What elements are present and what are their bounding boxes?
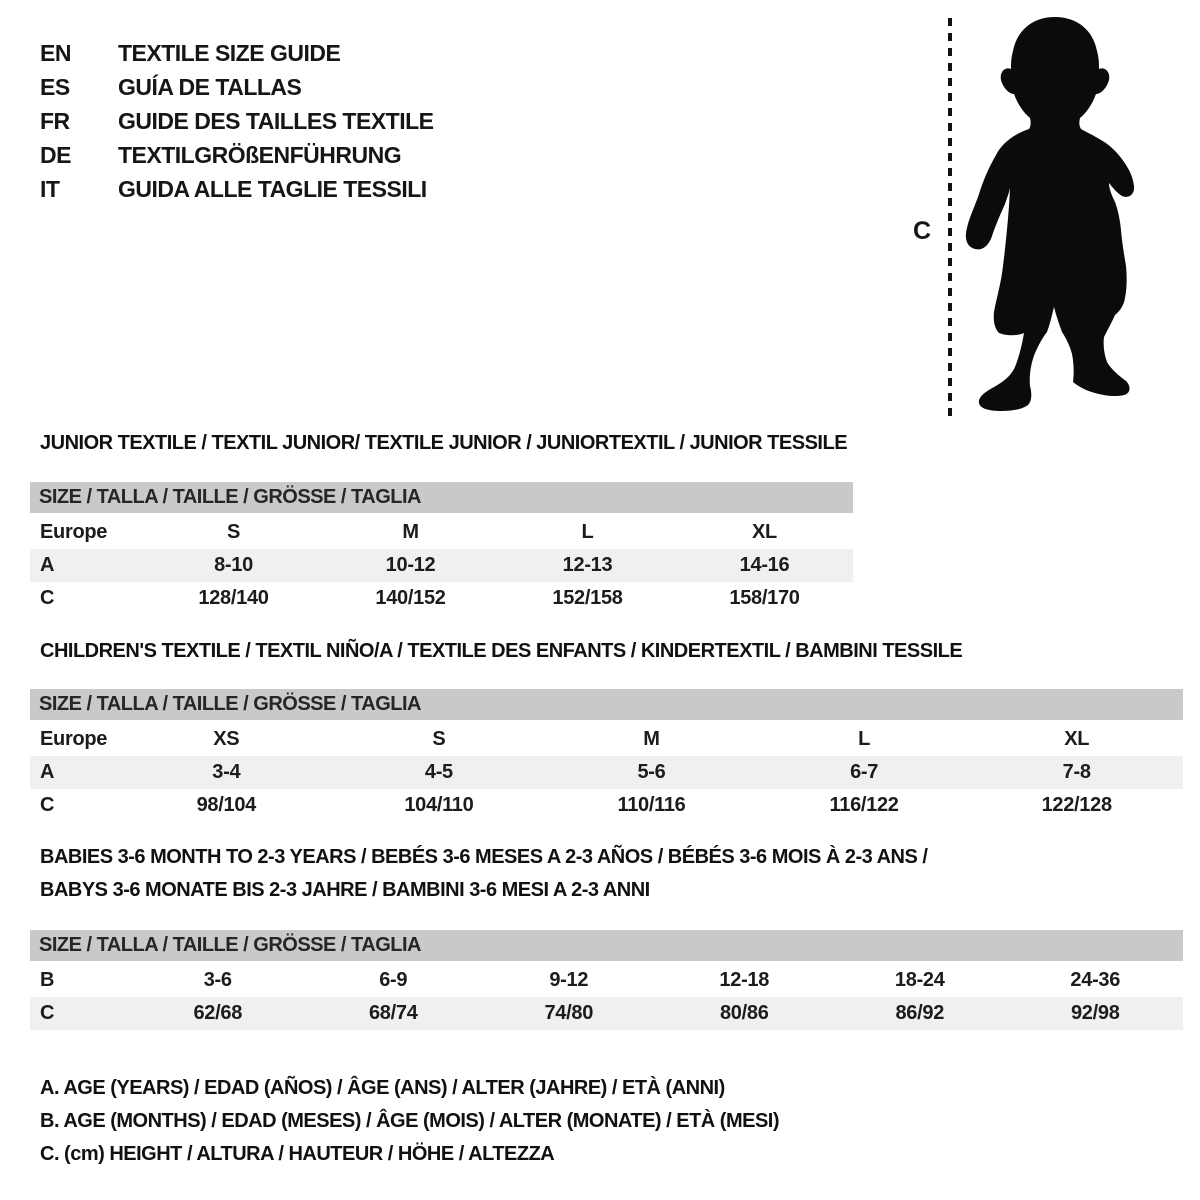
footnote-line: B. AGE (MONTHS) / EDAD (MESES) / ÂGE (MOIS) / ALTER (MONATE) / ETÀ (MESI) bbox=[40, 1110, 780, 1132]
size-cell: 80/86 bbox=[719, 1002, 769, 1024]
size-cell: 4-5 bbox=[424, 761, 453, 783]
table-row bbox=[30, 964, 1183, 997]
table-row bbox=[30, 997, 1183, 1030]
size-cell: XL bbox=[752, 521, 777, 543]
row-label: B bbox=[40, 969, 55, 991]
language-code: EN bbox=[40, 40, 71, 66]
language-guide-title: TEXTILE SIZE GUIDE bbox=[118, 40, 341, 66]
size-cell: 14-16 bbox=[739, 554, 790, 576]
size-cell: 74/80 bbox=[544, 1002, 594, 1024]
size-cell: L bbox=[858, 728, 871, 750]
size-cell: XL bbox=[1064, 728, 1090, 750]
size-cell: 68/74 bbox=[368, 1002, 418, 1024]
size-cell: 3-4 bbox=[212, 761, 241, 783]
size-cell: 7-8 bbox=[1062, 761, 1091, 783]
size-cell: 12-18 bbox=[719, 969, 770, 991]
size-cell: S bbox=[226, 521, 241, 543]
row-label: A bbox=[40, 554, 55, 576]
table-row bbox=[30, 723, 1183, 756]
section-title-junior: JUNIOR TEXTILE / TEXTIL JUNIOR/ TEXTILE JUNIOR / JUNIORTEXTIL / JUNIOR TESSILE bbox=[40, 432, 848, 454]
table-row bbox=[30, 516, 853, 549]
size-cell: 9-12 bbox=[549, 969, 589, 991]
size-cell: 140/152 bbox=[375, 587, 446, 609]
size-cell: 18-24 bbox=[894, 969, 945, 991]
table-row bbox=[30, 549, 853, 582]
size-grid-children bbox=[30, 723, 1183, 822]
language-title-list bbox=[40, 36, 434, 206]
size-cell: 98/104 bbox=[196, 794, 256, 816]
language-code: DE bbox=[40, 142, 71, 168]
language-row bbox=[40, 104, 434, 138]
size-cell: 128/140 bbox=[198, 587, 269, 609]
size-cell: M bbox=[402, 521, 419, 543]
row-label: C bbox=[40, 1002, 55, 1024]
size-cell: 3-6 bbox=[203, 969, 232, 991]
section-title-babies-line1: BABIES 3-6 MONTH TO 2-3 YEARS / BEBÉS 3-6 MESES A 2-3 AÑOS / BÉBÉS 3-6 MOIS À 2-3 ANS / bbox=[40, 846, 928, 868]
babies-size-table bbox=[30, 930, 1183, 1030]
section-title-babies-line2: BABYS 3-6 MONATE BIS 2-3 JAHRE / BAMBINI 3-6 MESI A 2-3 ANNI bbox=[40, 879, 650, 901]
size-cell: 92/98 bbox=[1070, 1002, 1120, 1024]
row-label: C bbox=[40, 794, 55, 816]
size-cell: 116/122 bbox=[829, 794, 899, 816]
language-row bbox=[40, 70, 434, 104]
footnotes bbox=[40, 1072, 779, 1171]
row-label: Europe bbox=[40, 728, 108, 750]
size-cell: 122/128 bbox=[1041, 794, 1112, 816]
size-cell: 12-13 bbox=[562, 554, 613, 576]
size-cell: 62/68 bbox=[193, 1002, 243, 1024]
size-cell: 104/110 bbox=[404, 794, 474, 816]
language-guide-title: TEXTILGRÖßENFÜHRUNG bbox=[118, 142, 402, 168]
size-cell: XS bbox=[213, 728, 240, 750]
size-header-bar: SIZE / TALLA / TAILLE / GRÖSSE / TAGLIA bbox=[30, 930, 1183, 961]
size-grid-babies bbox=[30, 964, 1183, 1030]
language-code: IT bbox=[40, 176, 60, 202]
table-row bbox=[30, 582, 853, 615]
size-grid-junior bbox=[30, 516, 853, 615]
size-cell: 5-6 bbox=[637, 761, 666, 783]
language-row bbox=[40, 138, 434, 172]
toddler-silhouette-image bbox=[963, 14, 1141, 422]
size-cell: S bbox=[432, 728, 446, 750]
junior-size-table bbox=[30, 482, 853, 615]
section-title-children: CHILDREN'S TEXTILE / TEXTIL NIÑO/A / TEXTILE DES ENFANTS / KINDERTEXTIL / BAMBINI TESSILE bbox=[40, 640, 963, 662]
table-row bbox=[30, 789, 1183, 822]
footnote-line: A. AGE (YEARS) / EDAD (AÑOS) / ÂGE (ANS) / ALTER (JAHRE) / ETÀ (ANNI) bbox=[40, 1077, 725, 1099]
size-cell: 8-10 bbox=[214, 554, 253, 576]
size-cell: 86/92 bbox=[895, 1002, 945, 1024]
footnote-line: C. (cm) HEIGHT / ALTURA / HAUTEUR / HÖHE / ALTEZZA bbox=[40, 1143, 555, 1165]
measure-label-c: C bbox=[913, 217, 932, 245]
language-guide-title: GUIDE DES TAILLES TEXTILE bbox=[118, 108, 434, 134]
size-cell: L bbox=[581, 521, 594, 543]
size-header-bar: SIZE / TALLA / TAILLE / GRÖSSE / TAGLIA bbox=[30, 689, 1183, 720]
language-row bbox=[40, 172, 434, 206]
size-header-bar: SIZE / TALLA / TAILLE / GRÖSSE / TAGLIA bbox=[30, 482, 853, 513]
language-guide-title: GUIDA ALLE TAGLIE TESSILI bbox=[118, 176, 427, 202]
size-cell: M bbox=[643, 728, 660, 750]
row-label: C bbox=[40, 587, 55, 609]
size-cell: 158/170 bbox=[729, 587, 800, 609]
size-cell: 6-7 bbox=[850, 761, 879, 783]
language-row bbox=[40, 36, 434, 70]
language-code: ES bbox=[40, 74, 70, 100]
size-cell: 152/158 bbox=[552, 587, 623, 609]
language-guide-title: GUÍA DE TALLAS bbox=[118, 74, 302, 100]
table-row bbox=[30, 756, 1183, 789]
height-measure-line bbox=[946, 18, 954, 416]
row-label: Europe bbox=[40, 521, 108, 543]
language-code: FR bbox=[40, 108, 70, 134]
size-cell: 24-36 bbox=[1070, 969, 1121, 991]
size-cell: 110/116 bbox=[617, 794, 686, 816]
children-size-table bbox=[30, 689, 1183, 822]
row-label: A bbox=[40, 761, 55, 783]
size-cell: 10-12 bbox=[385, 554, 436, 576]
size-cell: 6-9 bbox=[379, 969, 408, 991]
